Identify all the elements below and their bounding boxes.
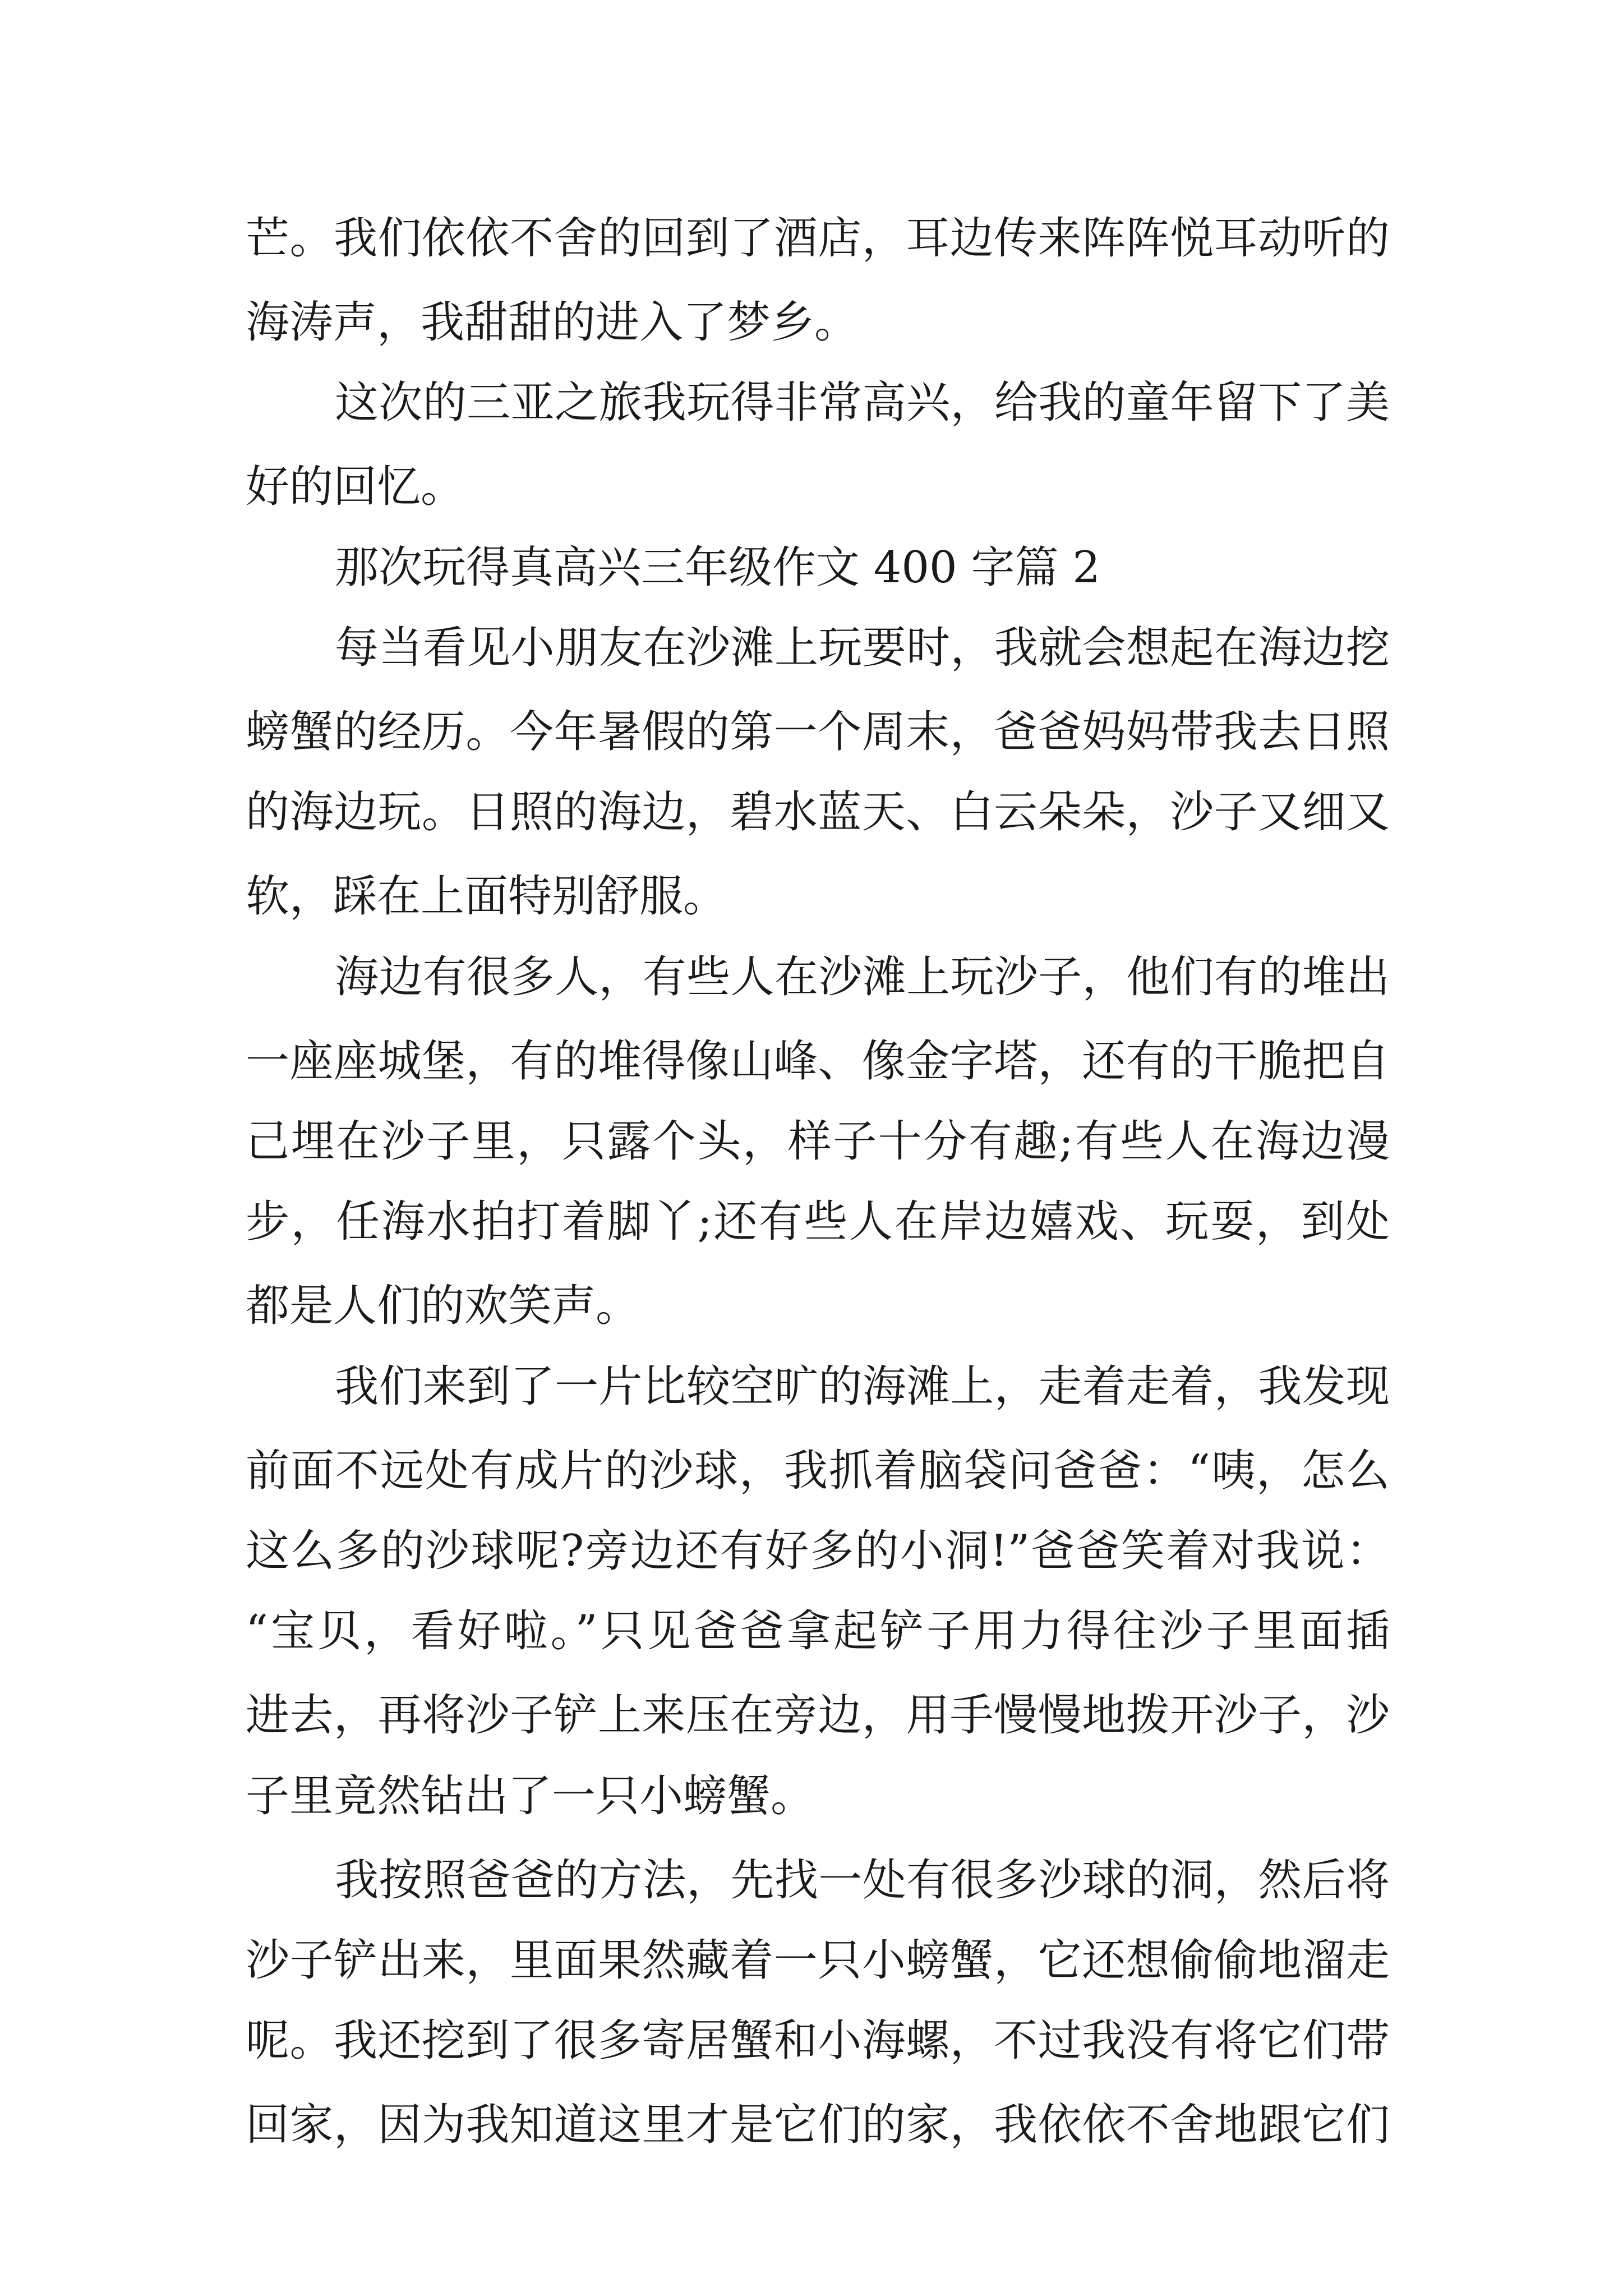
- section-heading: 那次玩得真高兴三年级作文 400 字篇 2: [335, 542, 1100, 593]
- text-line: 芒。我们依依不舍的回到了酒店，耳边传来阵阵悦耳动听的: [246, 213, 1390, 264]
- text-line: 好的回忆。: [246, 462, 465, 512]
- text-line: 进去，再将沙子铲上来压在旁边，用手慢慢地拨开沙子，沙: [246, 1690, 1390, 1741]
- text-line: 沙子铲出来，里面果然藏着一只小螃蟹，它还想偷偷地溜走: [246, 1935, 1390, 1986]
- text-line: 海涛声，我甜甜的进入了梦乡。: [246, 297, 859, 348]
- text-line: 软，踩在上面特别舒服。: [246, 871, 727, 922]
- text-line: 的海边玩。日照的海边，碧水蓝天、白云朵朵，沙子又细又: [246, 787, 1390, 838]
- text-line: 每当看见小朋友在沙滩上玩要时，我就会想起在海边挖: [335, 623, 1390, 673]
- text-line: 这次的三亚之旅我玩得非常高兴，给我的童年留下了美: [335, 378, 1390, 428]
- text-line: 一座座城堡，有的堆得像山峰、像金字塔，还有的干脆把自: [246, 1036, 1390, 1087]
- text-line: 步，任海水拍打着脚丫;还有些人在岸边嬉戏、玩耍，到处: [246, 1197, 1390, 1247]
- text-line: 这么多的沙球呢?旁边还有好多的小洞!”爸爸笑着对我说：: [246, 1526, 1390, 1576]
- text-line: 我们来到了一片比较空旷的海滩上，走着走着，我发现: [335, 1361, 1390, 1412]
- text-line: 前面不远处有成片的沙球，我抓着脑袋问爸爸：“咦，怎么: [246, 1446, 1390, 1496]
- text-line: 呢。我还挖到了很多寄居蟹和小海螺，不过我没有将它们带: [246, 2016, 1390, 2066]
- text-line: 都是人们的欢笑声。: [246, 1281, 640, 1331]
- text-line: 螃蟹的经历。今年暑假的第一个周末，爸爸妈妈带我去日照: [246, 707, 1390, 757]
- text-line: “宝贝，看好啦。”只见爸爸拿起铲子用力得往沙子里面插: [246, 1606, 1390, 1657]
- text-line: 回家，因为我知道这里才是它们的家，我依依不舍地跟它们: [246, 2100, 1390, 2150]
- text-line: 子里竟然钻出了一只小螃蟹。: [246, 1771, 815, 1821]
- text-line: 海边有很多人，有些人在沙滩上玩沙子，他们有的堆出: [335, 952, 1390, 1002]
- text-line: 我按照爸爸的方法，先找一处有很多沙球的洞，然后将: [335, 1855, 1390, 1906]
- text-line: 己埋在沙子里，只露个头，样子十分有趣;有些人在海边漫: [246, 1116, 1390, 1167]
